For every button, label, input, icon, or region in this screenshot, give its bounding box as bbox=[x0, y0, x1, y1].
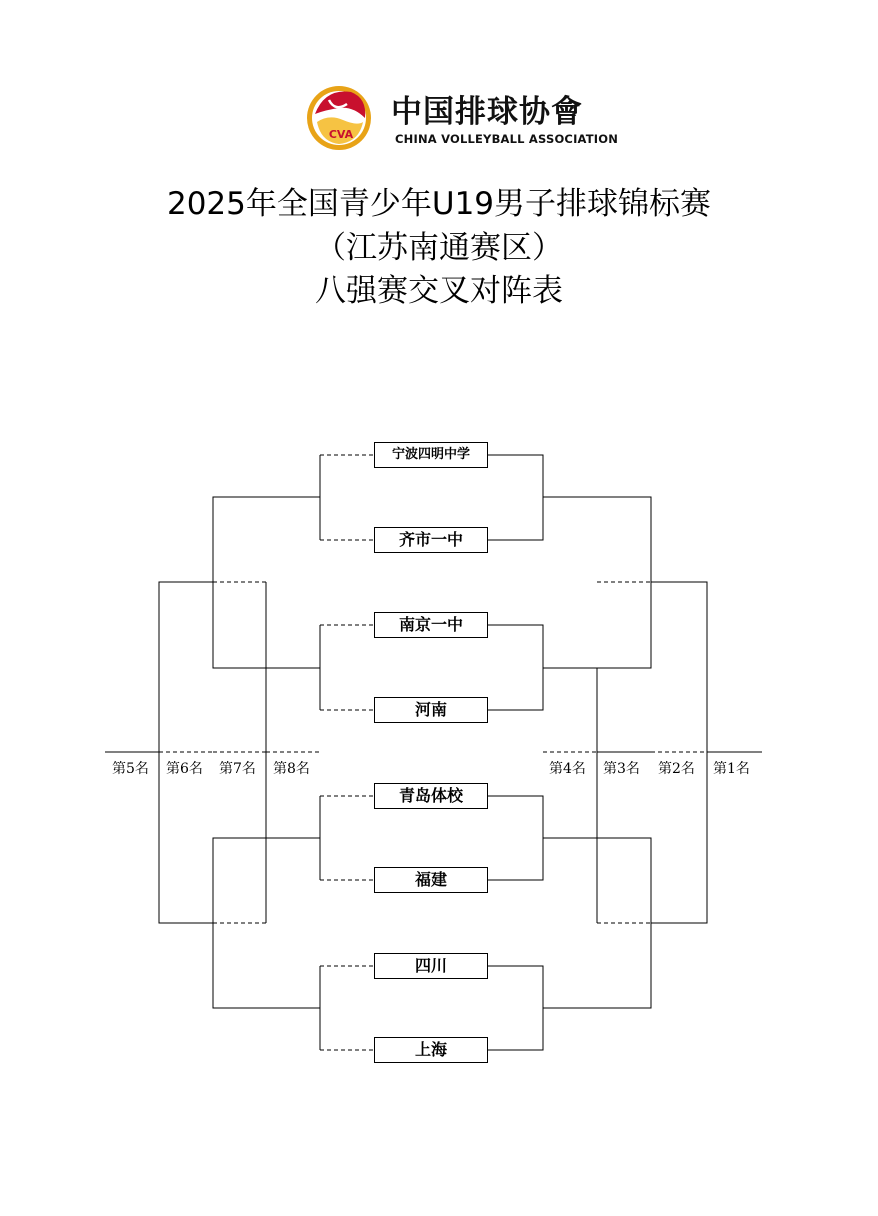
team-box: 上海 bbox=[374, 1037, 488, 1063]
rank-label: 第5名 bbox=[112, 761, 149, 777]
team-box: 福建 bbox=[374, 867, 488, 893]
rank-label: 第1名 bbox=[713, 761, 750, 777]
match-line bbox=[488, 796, 543, 880]
team-box: 宁波四明中学 bbox=[374, 442, 488, 468]
rank-label: 第7名 bbox=[219, 761, 256, 777]
tournament-title: 2025年全国青少年U19男子排球锦标赛 bbox=[166, 186, 712, 222]
association-name-en: CHINA VOLLEYBALL ASSOCIATION bbox=[395, 132, 619, 146]
tournament-region: （江苏南通赛区） bbox=[315, 230, 563, 266]
rank-label: 第2名 bbox=[658, 761, 695, 777]
match-line bbox=[488, 625, 543, 710]
svg-text:CVA: CVA bbox=[328, 128, 354, 141]
rank-label: 第4名 bbox=[549, 761, 586, 777]
match-line bbox=[488, 966, 543, 1050]
bracket-title: 八强赛交叉对阵表 bbox=[315, 273, 563, 309]
team-box: 齐市一中 bbox=[374, 527, 488, 553]
team-box: 四川 bbox=[374, 953, 488, 979]
team-box: 青岛体校 bbox=[374, 783, 488, 809]
rank-label: 第6名 bbox=[166, 761, 203, 777]
team-box: 河南 bbox=[374, 697, 488, 723]
rank-label: 第8名 bbox=[273, 761, 310, 777]
rank-label: 第3名 bbox=[603, 761, 640, 777]
match-line bbox=[488, 455, 543, 540]
team-box: 南京一中 bbox=[374, 612, 488, 638]
association-name-cn: 中国排球协會 bbox=[391, 94, 583, 130]
